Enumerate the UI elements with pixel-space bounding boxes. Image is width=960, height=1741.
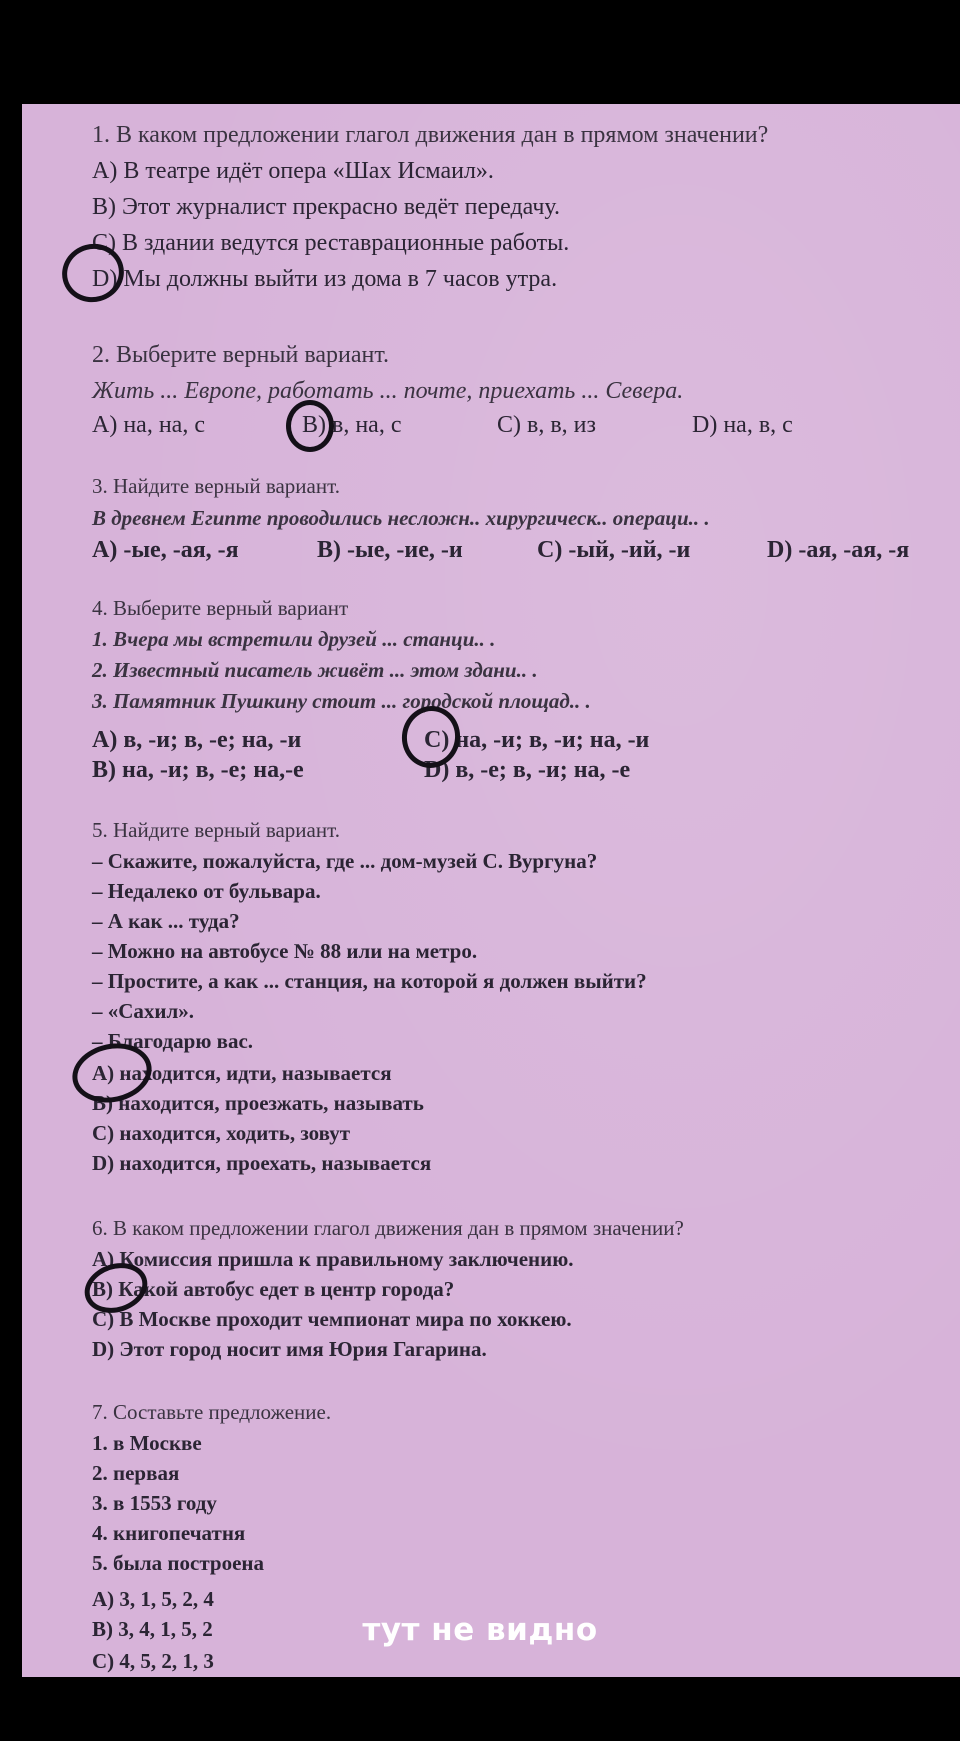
q4-sentence-3: 3. Памятник Пушкину стоит ... городской площад.. .	[92, 689, 591, 713]
q5-dialog-line-2: – Недалеко от бульвара.	[92, 879, 321, 903]
q2-option-a: A) на, на, с	[92, 412, 205, 438]
q1-option-d: D) Мы должны выйти из дома в 7 часов утра.	[92, 266, 558, 292]
q4-sentence-2: 2. Известный писатель живёт ... этом здани.. .	[92, 658, 538, 682]
q5-option-c: C) находится, ходить, зовут	[92, 1121, 351, 1145]
q4-option-c: C) на, -и; в, -и; на, -и	[424, 727, 650, 753]
q4-option-b: B) на, -и; в, -е; на,-е	[92, 757, 304, 783]
q5-dialog-line-4: – Можно на автобусе № 88 или на метро.	[92, 939, 478, 963]
q4-title: 4. Выберите верный вариант	[92, 596, 349, 620]
q7-option-a: A) 3, 1, 5, 2, 4	[92, 1587, 214, 1611]
q7-option-c: C) 4, 5, 2, 1, 3	[92, 1649, 214, 1673]
q3-option-b: B) -ые, -ие, -и	[317, 537, 463, 563]
q5-option-a: A) находится, идти, называется	[92, 1061, 392, 1085]
q5-dialog-line-1: – Скажите, пожалуйста, где ... дом-музей С. Вургуна?	[92, 849, 598, 873]
q6-option-b: B) Какой автобус едет в центр города?	[92, 1277, 455, 1301]
q7-title: 7. Составьте предложение.	[92, 1400, 332, 1424]
q2-sentence: Жить ... Европе, работать ... почте, приехать ... Севера.	[92, 378, 684, 404]
overlay-caption: тут не видно	[362, 1612, 598, 1648]
q6-option-c: C) В Москве проходит чемпионат мира по хоккею.	[92, 1307, 572, 1331]
q5-dialog-line-7: – Благодарю вас.	[92, 1029, 254, 1053]
q2-option-c: C) в, в, из	[497, 412, 596, 438]
q2-option-b: B) в, на, с	[302, 412, 402, 438]
q5-title: 5. Найдите верный вариант.	[92, 818, 340, 842]
q1-option-b: B) Этот журналист прекрасно ведёт передачу.	[92, 194, 561, 220]
q5-dialog-line-5: – Простите, а как ... станция, на которой я должен выйти?	[92, 969, 647, 993]
q1-option-a: A) В театре идёт опера «Шах Исмаил».	[92, 158, 494, 184]
q7-word-3: 3. в 1553 году	[92, 1491, 217, 1515]
q7-word-4: 4. книгопечатня	[92, 1521, 246, 1545]
q7-word-1: 1. в Москве	[92, 1431, 202, 1455]
q4-option-a: A) в, -и; в, -е; на, -и	[92, 727, 302, 753]
q2-title: 2. Выберите верный вариант.	[92, 342, 390, 368]
q7-word-2: 2. первая	[92, 1461, 180, 1485]
q1-option-c: C) В здании ведутся реставрационные работы.	[92, 230, 570, 256]
q6-option-a: A) Комиссия пришла к правильному заключению.	[92, 1247, 574, 1271]
q2-option-d: D) на, в, с	[692, 412, 793, 438]
q7-option-b: B) 3, 4, 1, 5, 2	[92, 1617, 213, 1641]
test-sheet	[22, 104, 960, 1677]
q2-answer-circle	[286, 400, 334, 452]
q3-option-a: A) -ые, -ая, -я	[92, 537, 239, 563]
q6-option-d: D) Этот город носит имя Юрия Гагарина.	[92, 1337, 487, 1361]
q5-option-d: D) находится, проехать, называется	[92, 1151, 432, 1175]
q1-title: 1. В каком предложении глагол движения дан в прямом значении?	[92, 122, 769, 148]
q5-option-b: B) находится, проезжать, называть	[92, 1091, 424, 1115]
q3-option-d: D) -ая, -ая, -я	[767, 537, 910, 563]
q4-sentence-1: 1. Вчера мы встретили друзей ... станци.. .	[92, 627, 496, 651]
q3-title: 3. Найдите верный вариант.	[92, 474, 340, 498]
q7-word-5: 5. была построена	[92, 1551, 265, 1575]
q4-option-d: D) в, -е; в, -и; на, -е	[424, 757, 631, 783]
q3-sentence: В древнем Египте проводились несложн.. хирургическ.. операци.. .	[92, 506, 710, 530]
q5-dialog-line-6: – «Сахил».	[92, 999, 195, 1023]
q6-title: 6. В каком предложении глагол движения дан в прямом значении?	[92, 1216, 684, 1240]
q5-dialog-line-3: – А как ... туда?	[92, 909, 240, 933]
q3-option-c: C) -ый, -ий, -и	[537, 537, 691, 563]
